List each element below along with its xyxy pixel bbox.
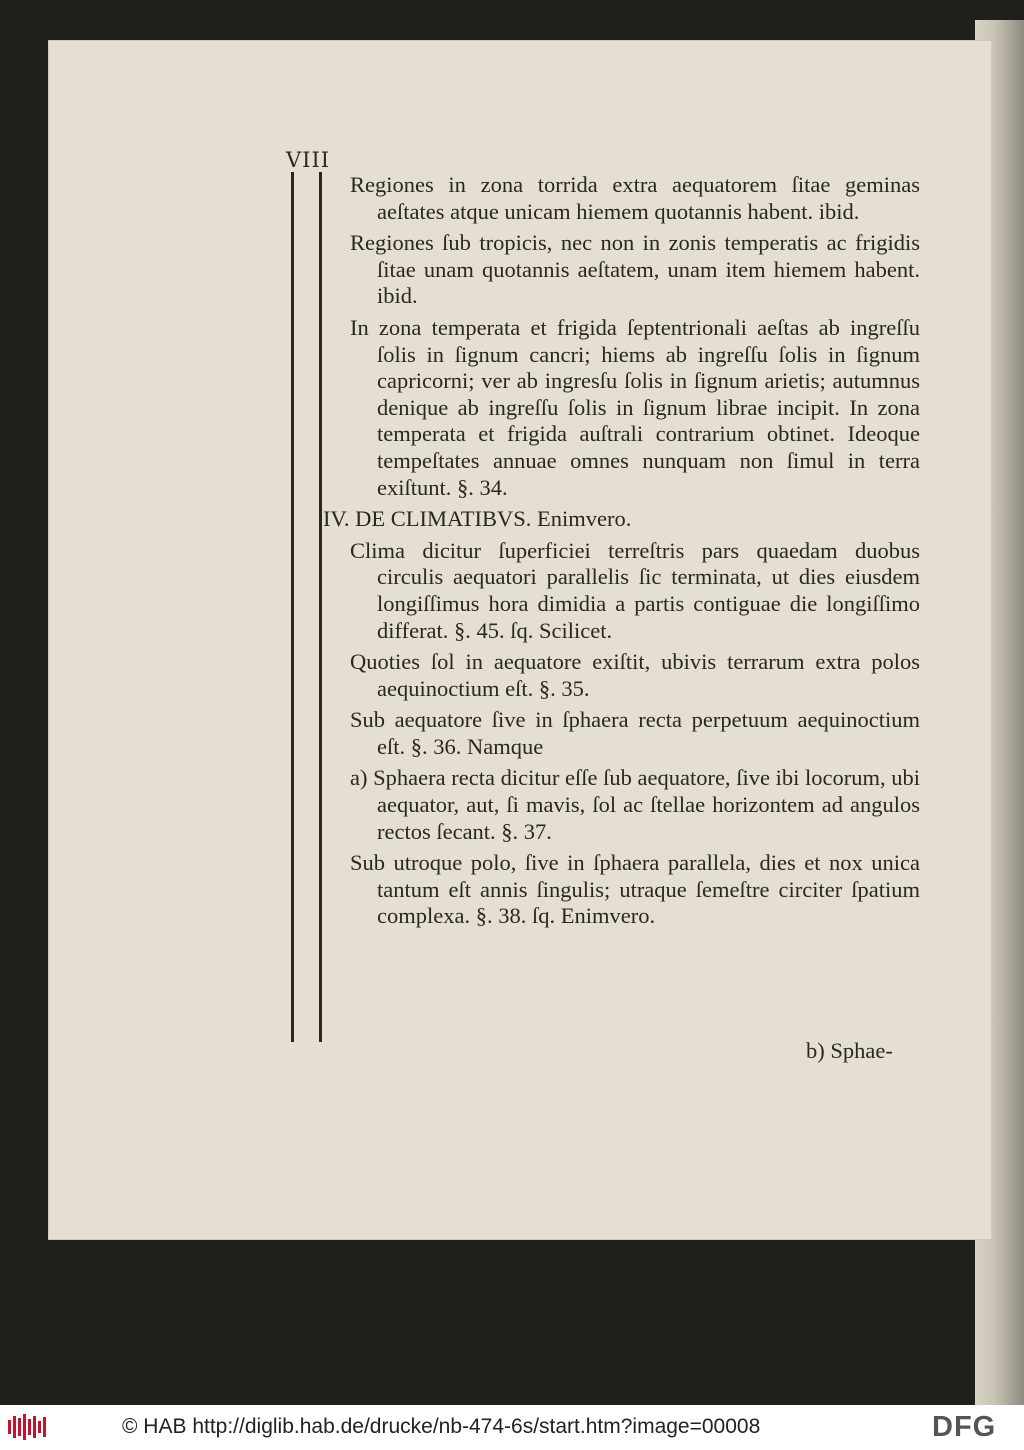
source-credit-link[interactable]: © HAB http://diglib.hab.de/drucke/nb-474-6s/start.htm?image=00008 <box>122 1415 761 1438</box>
viewer-footer <box>0 1405 1024 1450</box>
catchword: b) Sphae- <box>806 1038 893 1063</box>
paragraph: Quoties ſol in aequatore exiſtit, ubivis terrarum extra polos aequinoctium eſt. §. 35. <box>350 649 920 701</box>
margin-rule-left <box>291 172 294 1042</box>
dfg-logo: DFG <box>932 1411 997 1443</box>
paragraph: In zona temperata et frigida ſeptentrionali aeſtas ab ingreſſu ſolis in ſignum cancri; hiems ab ingreſſu ſolis in ſignum capricorni; ver ab ingresſu ſolis in ſignum arietis; autumnus denique ab ingreſſu ſolis in ſignum librae incipit. In zona temperata et frigida auſtrali contrarium obtinet. Ideoque tempeſtates annuae omnes nunquam non ſimul in terra exiſtunt. §. 34. <box>350 314 920 500</box>
paragraph: Regiones ſub tropicis, nec non in zonis temperatis ac frigidis ſitae unam quotannis aeſtatem, unam item hiemem habent. ibid. <box>350 230 920 309</box>
margin-rules <box>291 172 325 1042</box>
paragraph: Clima dicitur ſuperficiei terreſtris pars quaedam duobus circulis aequatori parallelis ſic terminata, ut dies eiusdem longiſſimus hora dimidia a partis contiguae die longiſſimo differat. §. 45. ſq. Scilicet. <box>350 537 920 643</box>
page-text <box>323 172 920 935</box>
margin-rule-right <box>319 172 322 1042</box>
page-number: VIII <box>286 148 331 172</box>
paragraph: a) Sphaera recta dicitur eſſe ſub aequatore, ſive ibi locorum, ubi aequator, aut, ſi mavis, ſol ac ſtellae horizontem ad angulos rectos ſecant. §. 37. <box>350 765 920 844</box>
paragraph: Regiones in zona torrida extra aequatorem ſitae geminas aeſtates atque unicam hiemem quotannis habent. ibid. <box>350 172 920 224</box>
section-heading: IV. DE CLIMATIBVS. Enimvero. <box>323 506 632 532</box>
paragraph: Sub utroque polo, ſive in ſphaera parallela, dies et nox unica tantum eſt annis ſingulis; utraque ſemeſtre circiter ſpatium complexa. §. 38. ſq. Enimvero. <box>350 850 920 929</box>
paragraph: Sub aequatore ſive in ſphaera recta perpetuum aequinoctium eſt. §. 36. Namque <box>350 707 920 759</box>
hab-logo-icon <box>8 1413 48 1441</box>
